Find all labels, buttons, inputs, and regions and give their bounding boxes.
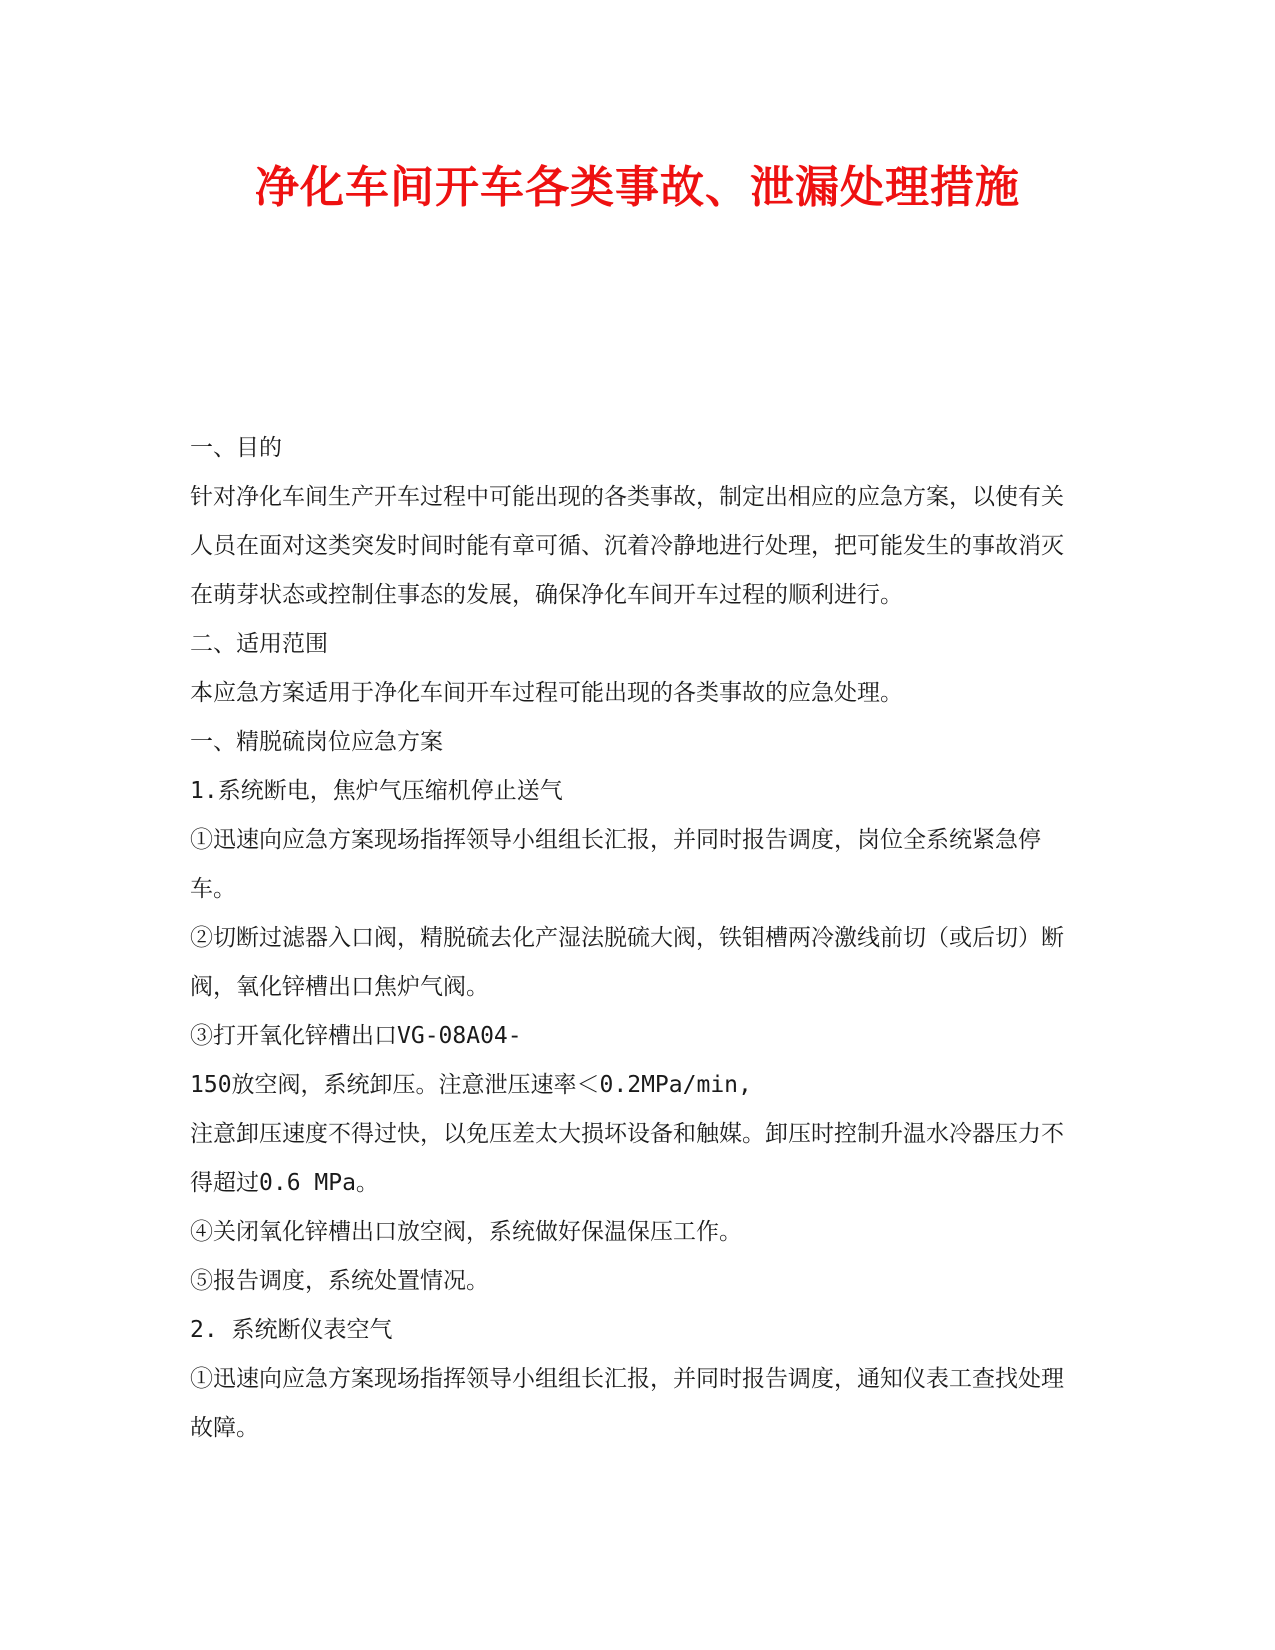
paragraph-scope-text: 本应急方案适用于净化车间开车过程可能出现的各类事故的应急处理。 xyxy=(190,680,903,706)
section-heading-desulfurization-plan: 一、精脱硫岗位应急方案 xyxy=(190,729,443,755)
subheading-power-failure: 1.系统断电，焦炉气压缩机停止送气 xyxy=(190,778,563,804)
step-item-3: ③打开氧化锌槽出口VG-08A04- xyxy=(190,1023,522,1049)
step-item-5: ⑤报告调度，系统处置情况。 xyxy=(190,1268,489,1294)
document-title: 净化车间开车各类事故、泄漏处理措施 xyxy=(255,162,1020,213)
step-item-2: ②切断过滤器入口阀，精脱硫去化产湿法脱硫大阀，铁钼槽两冷激线前切（或后切）断阀，氧化锌槽出口焦炉气阀。 xyxy=(190,925,1064,1000)
subheading-instrument-air-failure: 2. 系统断仪表空气 xyxy=(190,1317,393,1343)
step-item-1-instrument: ①迅速向应急方案现场指挥领导小组组长汇报，并同时报告调度，通知仪表工查找处理故障。 xyxy=(190,1366,1064,1441)
section-heading-scope: 二、适用范围 xyxy=(190,631,328,657)
paragraph-purpose-text: 针对净化车间生产开车过程中可能出现的各类事故，制定出相应的应急方案，以使有关人员在面对这类突发时间时能有章可循、沉着冷静地进行处理，把可能发生的事故消灭在萌芽状态或控制住事态的发展，确保净化车间开车过程的顺利进行。 xyxy=(190,484,1064,608)
document-body xyxy=(190,424,1085,1453)
step-item-1: ①迅速向应急方案现场指挥领导小组组长汇报，并同时报告调度，岗位全系统紧急停车。 xyxy=(190,827,1041,902)
step-item-3-continued: 150放空阀，系统卸压。注意泄压速率＜0.2MPa/min, xyxy=(190,1072,752,1098)
section-heading-purpose: 一、目的 xyxy=(190,435,282,461)
step-item-4: ④关闭氧化锌槽出口放空阀，系统做好保温保压工作。 xyxy=(190,1219,742,1245)
step-item-3-note: 注意卸压速度不得过快，以免压差太大损坏设备和触媒。卸压时控制升温水冷器压力不得超过0.6 MPa。 xyxy=(190,1121,1064,1196)
